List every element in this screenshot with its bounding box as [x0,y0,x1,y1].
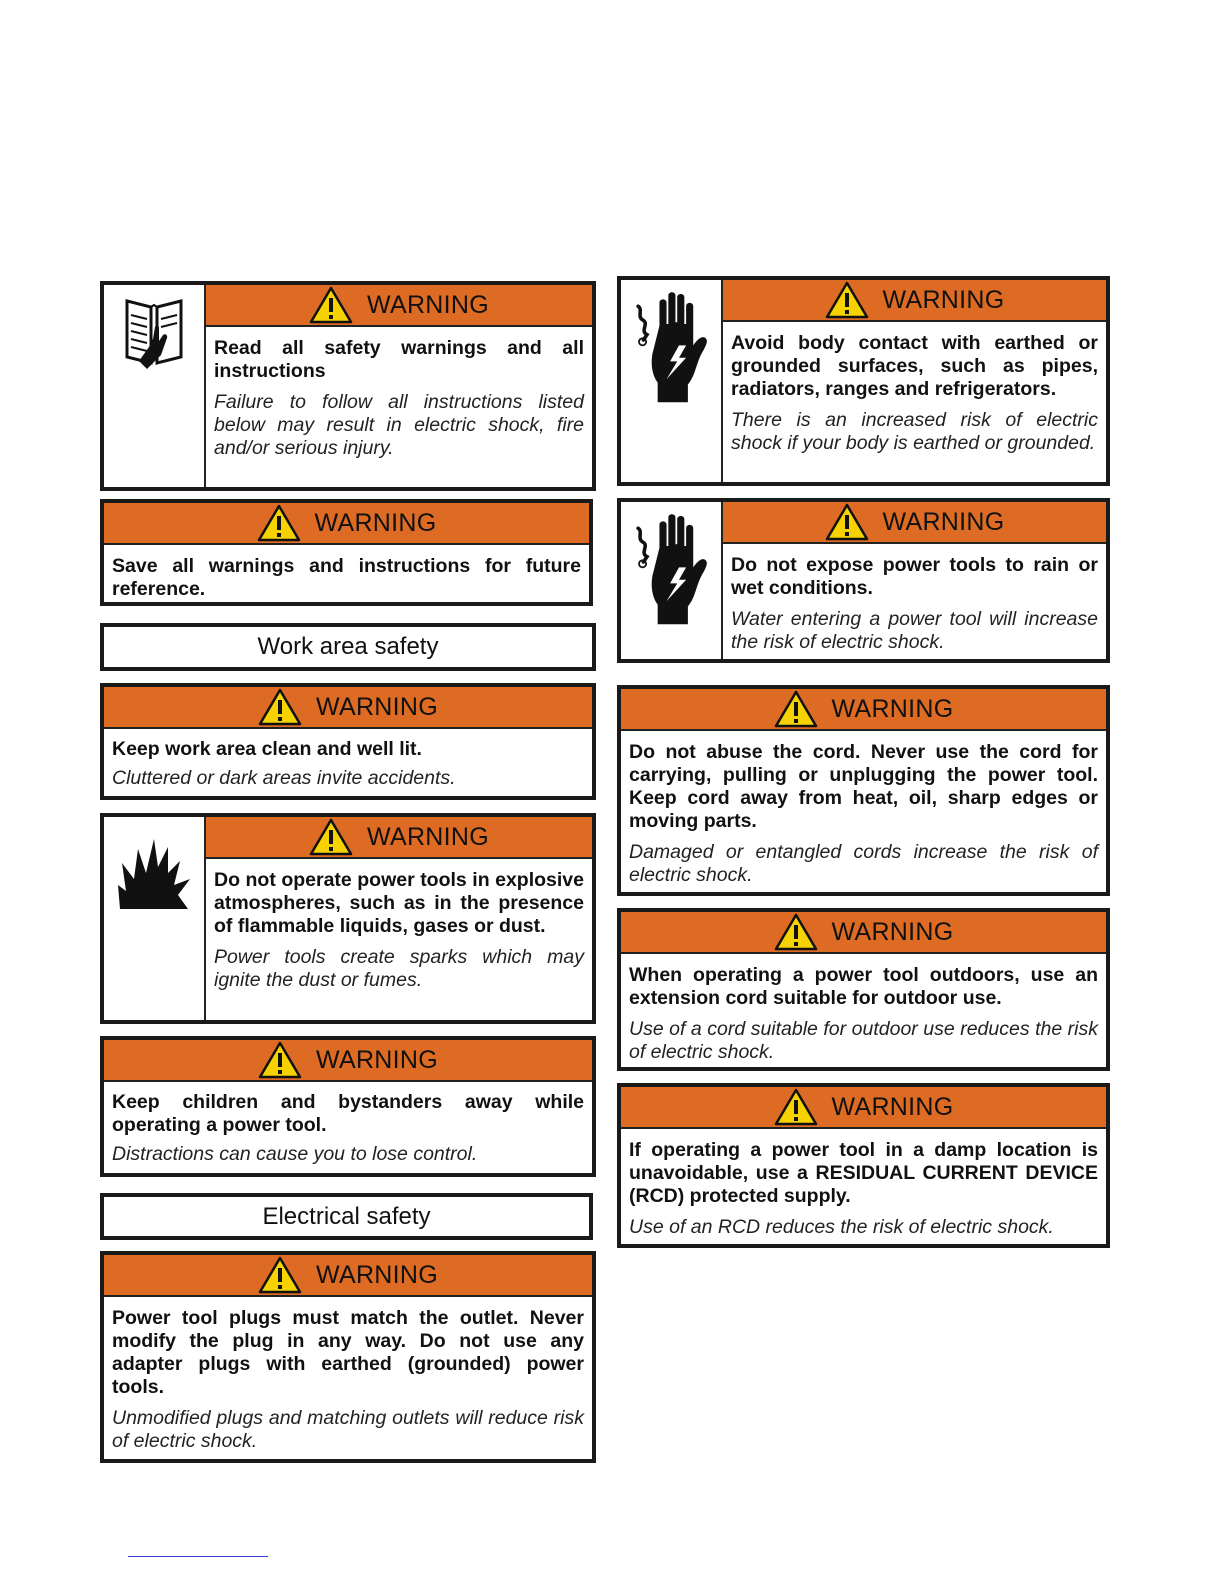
warning-rcd-damp-location [617,1083,1110,1248]
electric-shock-hand-icon [621,280,723,482]
warning-header [621,689,1106,731]
warning-bold-text: Do not abuse the cord. Never use the cord for carrying, pulling or unplugging the power tool. Keep cord away from heat, oil, sharp edges or moving parts. [629,741,1098,832]
warning-italic-text: Distractions can cause you to lose control. [112,1143,478,1165]
warning-header [723,280,1106,322]
warning-italic-text: Use of an RCD reduces the risk of electric shock. [629,1216,1054,1238]
warning-explosive-atmospheres [100,813,596,1024]
warning-label: WARNING [831,694,954,723]
warning-header [104,1040,592,1082]
warning-triangle-icon [774,690,818,728]
warning-header [621,1087,1106,1129]
warning-triangle-icon [257,504,301,542]
warning-triangle-icon [309,286,353,324]
warning-header [104,1255,592,1297]
warning-header [104,503,589,545]
warning-label: WARNING [367,822,489,851]
warning-triangle-icon [825,281,869,319]
warning-bold-text: Do not operate power tools in explosive atmospheres, such as in the presence of flammable liquids, gases or dust. [214,869,584,937]
warning-label: WARNING [831,917,954,946]
warning-label: WARNING [367,290,489,319]
warning-plugs-match-outlet [100,1251,596,1463]
warning-triangle-icon [258,688,302,726]
warning-bold-text: Save all warnings and instructions for future reference. [112,555,581,600]
warning-label: WARNING [316,1045,438,1074]
warning-save-warnings [100,499,593,606]
warning-read-instructions [100,281,596,491]
section-heading-electrical [100,1193,593,1240]
warning-header [621,912,1106,954]
warning-italic-text: Unmodified plugs and matching outlets will reduce risk of electric shock. [112,1407,584,1452]
warning-italic-text: There is an increased risk of electric shock if your body is earthed or grounded. [731,409,1098,454]
warning-bold-text: Power tool plugs must match the outlet. Never modify the plug in any way. Do not use any adapter plugs with earthed (grounded) power tools. [112,1307,584,1398]
manual-book-icon [104,285,206,487]
explosion-icon [104,817,206,1020]
warning-italic-text: Failure to follow all instructions listed below may result in electric shock, fire and/or serious injury. [214,391,584,459]
warning-bold-text: Avoid body contact with earthed or grounded surfaces, such as pipes, radiators, ranges and refrigerators. [731,332,1098,400]
warning-triangle-icon [258,1041,302,1079]
warning-header [206,817,592,859]
warning-bold-text: Keep children and bystanders away while operating a power tool. [112,1091,584,1136]
warning-bold-text: Read all safety warnings and all instructions [214,337,584,382]
warning-triangle-icon [258,1256,302,1294]
warning-italic-text: Damaged or entangled cords increase the risk of electric shock. [629,841,1098,886]
warning-italic-text: Use of a cord suitable for outdoor use reduces the risk of electric shock. [629,1018,1098,1063]
footer-rule [128,1556,268,1557]
section-title: Electrical safety [262,1202,431,1230]
warning-italic-text: Power tools create sparks which may ignite the dust or fumes. [214,946,584,991]
warning-header [723,502,1106,544]
warning-children-bystanders [100,1036,596,1177]
warning-bold-text: Keep work area clean and well lit. [112,738,422,760]
warning-triangle-icon [774,1088,818,1126]
warning-label: WARNING [882,507,1005,536]
warning-bold-text: Do not expose power tools to rain or wet conditions. [731,554,1098,599]
warning-header [206,285,592,327]
section-heading-work-area [100,623,596,671]
warning-earthed-surfaces [617,276,1110,486]
warning-label: WARNING [831,1092,954,1121]
warning-work-area-clean [100,683,596,800]
warning-italic-text: Water entering a power tool will increase the risk of electric shock. [731,608,1098,653]
warning-label: WARNING [316,1260,438,1289]
warning-bold-text: When operating a power tool outdoors, use an extension cord suitable for outdoor use. [629,964,1098,1009]
warning-outdoor-extension-cord [617,908,1110,1071]
warning-label: WARNING [882,285,1005,314]
warning-header [104,687,592,729]
warning-triangle-icon [825,503,869,541]
warning-label: WARNING [314,508,437,537]
section-title: Work area safety [257,633,439,660]
warning-rain-wet-conditions [617,498,1110,663]
warning-cord-abuse [617,685,1110,896]
warning-triangle-icon [774,913,818,951]
warning-label: WARNING [316,692,438,721]
warning-bold-text: If operating a power tool in a damp location is unavoidable, use a RESIDUAL CURRENT DEVICE (RCD) protected supply. [629,1139,1098,1207]
warning-triangle-icon [309,818,353,856]
electric-shock-hand-icon [621,502,723,659]
warning-italic-text: Cluttered or dark areas invite accidents. [112,767,456,789]
